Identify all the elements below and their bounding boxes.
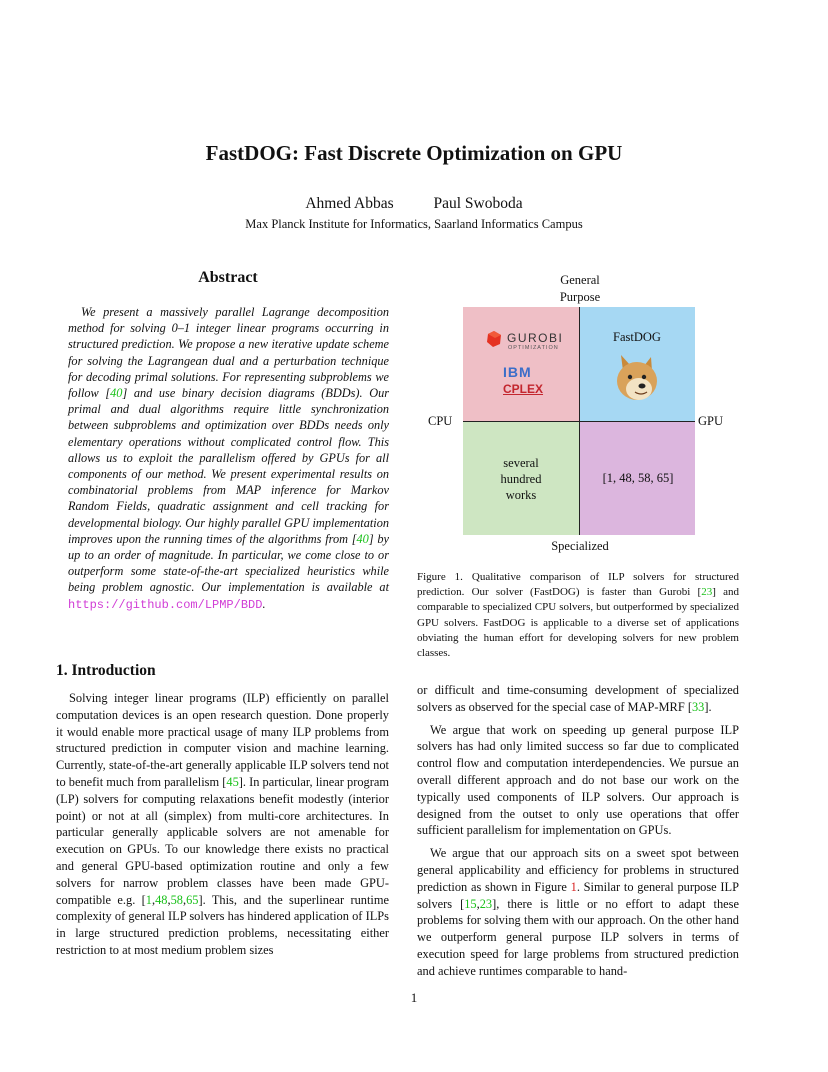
intro-segment: ]. This, and the superlinear runtime complexity of general ILP solvers has hindered application of ILPs in large structured prediction problems, necessitating either restriction to at most medium problem sizes [56, 892, 389, 957]
abstract-segment: ] by up to an order of magnitude. In particular, we come close to or outperform some state-of-the-art specialized heuristics while being problem agnostic. Our implementation is available at [68, 531, 389, 595]
abstract-text [68, 304, 389, 613]
citation-link[interactable]: 48 [155, 892, 168, 907]
intro-segment: or difficult and time-consuming development of specialized solvers as observed for the special case of MAP-MRF [ [417, 683, 739, 714]
bottom-left-label: several hundred works [500, 456, 542, 502]
code-url-link[interactable]: https://github.com/LPMP/BDD [68, 597, 263, 612]
intro-left-column: Solving integer linear programs (ILP) efficiently on parallel computation devices is an open research question. Done properly it would enable more practical usage of many ILP problems from structured prediction in computer vision and machine learning. Currently, state-of-the-art generally applicable ILP solvers tend not to benefit much from parallelism [45]. In particular, linear program (LP) solvers for computing relaxations benefit modestly (interior point) or not at all (simplex) from multi-core architectures. In particular generally applicable solvers are not amenable for execution on GPUs. To our knowledge there exists no practical and general GPU-based optimization routine and only a few solvers for narrow problem classes have been made GPU-compatible e.g. [1,48,58,65]. This, and the superlinear runtime complexity of general ILP solvers has hindered application of ILPs in large structured prediction problems, necessitating either restriction to at most medium problem sizes [56, 691, 389, 957]
abstract-segment: . [262, 596, 266, 611]
author-name: Ahmed Abbas [305, 195, 394, 212]
ibm-logo: IBM [503, 364, 532, 380]
intro-segment: Solving integer linear programs (ILP) efficiently on parallel computation devices is an open research question. Done properly it would enable more practical usage of many ILP problems from structured prediction in computer vision and machine learning. Currently, state-of-the-art generally applicable ILP solvers tend not to benefit much from parallelism [ [56, 691, 389, 789]
abstract-segment: ] and use binary decision diagrams (BDDs). Our primal and dual algorithms require little synchronization between subproblems and optimization over BDDs needs only elementary operations without complicated control flow. This allows us to exploit the parallelism offered by GPUs for all components of our method. We present experimental results on combinatorial problems from MAP inference for Markov Random Fields, quadratic assignment and cell tracking for developmental biology. Our highly parallel GPU implementation improves upon the running times of the algorithms from [ [68, 386, 390, 546]
axis-label-gpu: GPU [698, 414, 724, 428]
gurobi-logo-text: GUROBI [507, 331, 564, 345]
abstract-heading: Abstract [198, 269, 258, 286]
page-number: 1 [410, 990, 418, 1005]
figure-caption [417, 570, 739, 661]
caption-segment: Figure 1. Qualitative comparison of ILP solvers for structured prediction. Our solver (FastDOG) is faster than Gurobi [ [417, 571, 739, 599]
citation-link[interactable]: 23 [701, 586, 713, 599]
section-heading-introduction: 1. Introduction [56, 662, 156, 679]
quadrant-cpu-specialized [463, 421, 579, 535]
figure-ref-link[interactable]: 1 [570, 879, 577, 894]
citation-link[interactable]: 40 [356, 531, 369, 546]
quadrant-cpu-general [463, 307, 579, 421]
quadrant-gpu-general [579, 307, 695, 421]
axis-label-specialized: Specialized [551, 539, 609, 553]
author-name: Paul Swoboda [433, 195, 523, 212]
citation-link[interactable]: 1 [145, 892, 152, 907]
horizontal-axis [463, 421, 695, 422]
bottom-right-label: [1, 48, 58, 65] [602, 471, 674, 485]
citation-link[interactable]: 23 [479, 896, 493, 911]
gurobi-logo-icon [487, 331, 501, 347]
cplex-logo: CPLEX [503, 382, 544, 396]
intro-segment: ]. In particular, linear program (LP) solvers for computing relaxations benefit modestly (interior point) or not at all (simplex) from multi-core architectures. In particular generally applicable solvers are not amenable for execution on GPUs. To our knowledge there exists no practical and general GPU-based optimization routine and only a few solvers for narrow problem classes have been made GPU-compatible e.g. [ [56, 774, 389, 907]
figure-1 [420, 270, 740, 560]
intro-segment: ], there is little or no effort to adapt these problems for solving them with our approach. On the other hand we outperform general purpose ILP solvers in terms of execution speed for large problems from structured prediction and achieve runtimes comparable to hand- [417, 896, 740, 978]
citation-link[interactable]: 33 [691, 699, 705, 714]
gurobi-logo-subtext: OPTIMIZATION [508, 345, 559, 351]
quadrant-gpu-specialized [579, 421, 695, 535]
intro-right-column: or difficult and time-consuming development of specialized solvers as observed for the special case of MAP-MRF [33]. We argue that work on speeding up general purpose ILP solvers has had only limited success so far due to complicated control flow and computation interdependencies. We pursue an overall different approach and do not base our work on the typically used components of ILP solvers. Our approach is designed from the outset to only use operations that offer sufficient parallelism for implementation on GPUs. We argue that our approach sits on a sweet spot between general applicability and efficiency for problems in structured prediction as shown in Figure 1. Similar to general purpose ILP solvers [15,23], there is little or no effort to adapt these problems for solving them with our approach. On the other hand we outperform general purpose ILP solvers in terms of execution speed for large problems from structured prediction and achieve runtimes comparable to hand- [417, 683, 740, 978]
citation-link[interactable]: 45 [226, 774, 239, 789]
caption-segment: ] and comparable to specialized CPU solvers, but outperformed by specialized GPU solvers. FastDOG is applicable to a diverse set of applications obviating the human effort for developing solvers for new problem classes. [417, 586, 740, 660]
intro-segment: . Similar to general purpose ILP solvers [ [417, 879, 740, 911]
axis-label-cpu: CPU [428, 414, 453, 428]
intro-segment: We argue that our approach sits on a sweet spot between general applicability and efficiency for problems in structured prediction as shown in Figure [417, 846, 739, 894]
axis-label-general-purpose: General Purpose [559, 273, 601, 304]
affiliation: Max Planck Institute for Informatics, Saarland Informatics Campus [245, 217, 583, 231]
citation-link[interactable]: 65 [186, 892, 199, 907]
citation-link[interactable]: 40 [110, 386, 123, 401]
author-list [0, 195, 828, 213]
doge-mascot-icon [613, 351, 661, 403]
citation-link[interactable]: 15 [464, 896, 477, 911]
intro-segment: ]. [704, 699, 712, 714]
intro-paragraph: We argue that work on speeding up general purpose ILP solvers has had only limited success so far due to complicated control flow and computation interdependencies. We pursue an overall different approach and do not base our work on the typically used components of ILP solvers. Our approach is designed from the outset to only use operations that offer sufficient parallelism for implementation on GPUs. [417, 722, 739, 838]
paper-title: FastDOG: Fast Discrete Optimization on GPU [205, 141, 623, 165]
abstract-segment: We present a massively parallel Lagrange decomposition method for solving 0–1 integer linear programs occurring in structured prediction. We propose a new iterative update scheme for solving the Lagrangean dual and a perturbation technique for decoding primal solutions. For representing subproblems we follow [ [68, 305, 389, 401]
citation-link[interactable]: 58 [170, 892, 183, 907]
fastdog-label: FastDOG [613, 330, 661, 344]
